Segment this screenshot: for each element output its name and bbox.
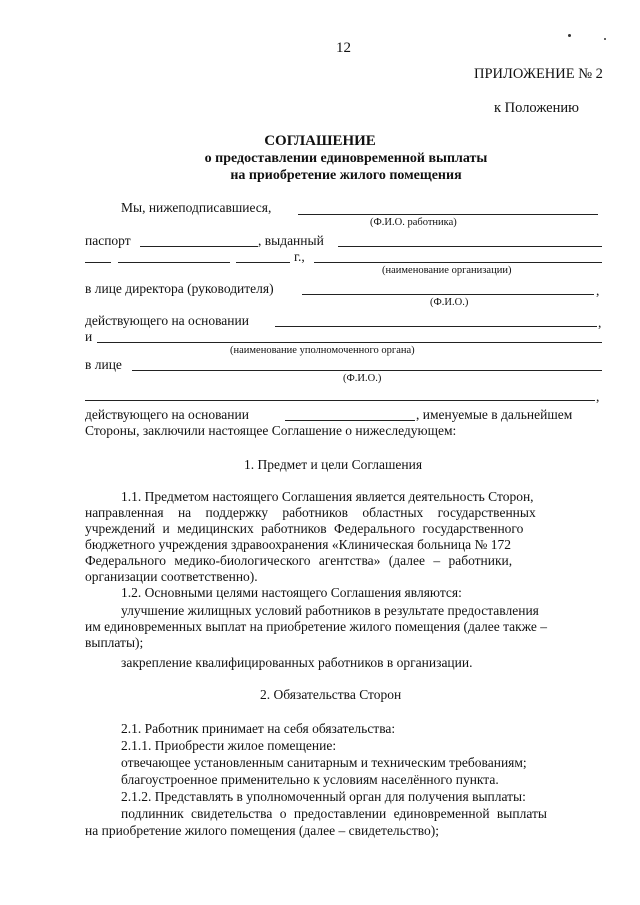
representative-name-line: [132, 370, 602, 371]
passport-label: паспорт: [85, 233, 131, 248]
hint-authorized-body: (наименование уполномоченного органа): [230, 345, 415, 356]
section-1-heading: 1. Предмет и цели Соглашения: [244, 457, 423, 472]
director-label: в лице директора (руководителя): [85, 281, 274, 296]
acting-basis-label: действующего на основании: [85, 313, 249, 328]
section-2-heading: 2. Обязательства Сторон: [260, 687, 402, 702]
clause-1-1-line-1: 1.1. Предметом настоящего Соглашения является деятельность Сторон,: [121, 489, 534, 504]
doc-subtitle-2: на приобретение жилого помещения: [230, 168, 462, 183]
employee-name-line: [298, 214, 598, 215]
in-person-label: в лице: [85, 357, 122, 372]
to-regulation-label: к Положению: [494, 100, 579, 116]
clause-1-2: 1.2. Основными целями настоящего Соглашения являются:: [121, 585, 462, 600]
hint-fio-2: (Ф.И.О.): [343, 373, 382, 384]
scan-speck: [568, 34, 571, 37]
clause-2-1: 2.1. Работник принимает на себя обязательства:: [121, 721, 396, 736]
parties-concluded-label: Стороны, заключили настоящее Соглашение о нижеследующем:: [85, 423, 457, 438]
clause-1-1-line-2: направленная на поддержку работников областных государственных: [85, 505, 536, 520]
issue-month-line: [118, 262, 230, 263]
appendix-label: ПРИЛОЖЕНИЕ № 2: [474, 66, 603, 82]
clause-1-1-line-3: учреждений и медицинских работников Федерального государственного: [85, 521, 524, 536]
hint-fio: (Ф.И.О.): [430, 297, 469, 308]
hereinafter-label: , именуемые в дальнейшем: [416, 407, 573, 422]
and-label: и: [85, 329, 93, 344]
clause-1-1-line-5: Федерального медико-биологического агентства» (далее – работники,: [85, 553, 513, 568]
issue-year-line: [236, 262, 290, 263]
acting-basis-label-2: действующего на основании: [85, 407, 249, 422]
organization-line: [314, 262, 602, 263]
year-suffix: г.,: [294, 249, 305, 264]
page-number: 12: [336, 40, 351, 56]
clause-1-1-line-4: бюджетного учреждения здравоохранения «Клиническая больница № 172: [85, 537, 511, 552]
goal-2: закрепление квалифицированных работников в организации.: [121, 655, 473, 670]
requirement-2: благоустроенное применительно к условиям населённого пункта.: [121, 772, 499, 787]
doc-title: СОГЛАШЕНИЕ: [264, 133, 376, 149]
acting-basis-line: [275, 326, 597, 327]
document-1-line-1: подлинник свидетельства о предоставлении единовременной выплаты: [121, 806, 547, 821]
scan-speck: [604, 38, 606, 40]
issued-by-line: [338, 246, 602, 247]
clause-1-1-line-6: организации соответственно).: [85, 569, 258, 584]
acting-basis-line-2: [285, 420, 415, 421]
clause-2-1-1: 2.1.1. Приобрести жилое помещение:: [121, 738, 337, 753]
hint-employee-name: (Ф.И.О. работника): [370, 217, 457, 228]
issued-label: , выданный: [258, 233, 324, 248]
goal-1-line-1: улучшение жилищных условий работников в результате предоставления: [121, 603, 539, 618]
clause-2-1-2: 2.1.2. Представлять в уполномоченный орган для получения выплаты:: [121, 789, 526, 804]
goal-1-line-2: им единовременных выплат на приобретение жилого помещения (далее также –: [85, 619, 547, 634]
passport-number-line: [140, 246, 258, 247]
we-undersigned-label: Мы, нижеподписавшиеся,: [121, 200, 272, 215]
document-1-line-2: на приобретение жилого помещения (далее – свидетельство);: [85, 823, 439, 838]
comma: ,: [596, 389, 600, 404]
requirement-1: отвечающее установленным санитарным и техническим требованиям;: [121, 755, 527, 770]
authorized-body-line: [97, 342, 602, 343]
comma: ,: [596, 283, 600, 298]
hint-org-name: (наименование организации): [382, 265, 512, 276]
director-name-line: [302, 294, 594, 295]
goal-1-line-3: выплаты);: [85, 635, 144, 650]
representative-extra-line: [85, 400, 595, 401]
doc-subtitle-1: о предоставлении единовременной выплаты: [204, 151, 488, 166]
issue-day-line: [85, 262, 111, 263]
comma: ,: [598, 315, 602, 330]
